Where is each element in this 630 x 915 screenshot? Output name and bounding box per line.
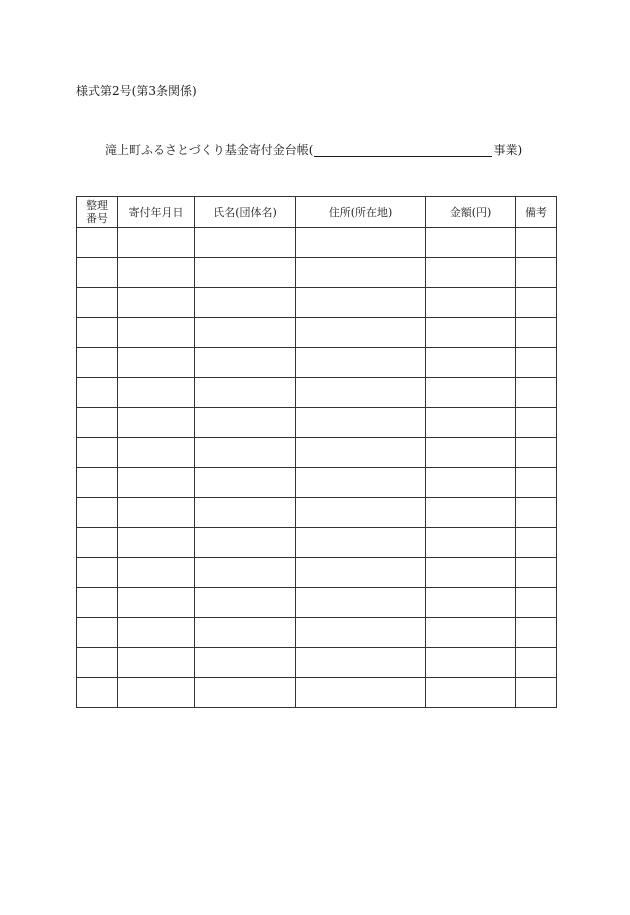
donation-register-table — [76, 196, 557, 708]
cell-amount[interactable] — [426, 378, 516, 408]
title-suffix: 事業) — [493, 143, 523, 157]
cell-remarks[interactable] — [516, 258, 557, 288]
cell-address[interactable] — [296, 438, 426, 468]
cell-amount[interactable] — [426, 408, 516, 438]
cell-serial-number[interactable] — [77, 678, 118, 708]
cell-name[interactable] — [195, 678, 296, 708]
cell-address[interactable] — [296, 408, 426, 438]
header-name: 氏名(団体名) — [195, 197, 296, 228]
cell-address[interactable] — [296, 318, 426, 348]
cell-name[interactable] — [195, 258, 296, 288]
cell-address[interactable] — [296, 378, 426, 408]
table-row — [77, 228, 557, 258]
cell-donation-date[interactable] — [118, 618, 195, 648]
cell-name[interactable] — [195, 498, 296, 528]
project-name-blank[interactable] — [314, 143, 492, 157]
header-serial-number — [77, 197, 118, 228]
table-row — [77, 648, 557, 678]
cell-amount[interactable] — [426, 348, 516, 378]
cell-name[interactable] — [195, 288, 296, 318]
cell-name[interactable] — [195, 588, 296, 618]
cell-serial-number[interactable] — [77, 228, 118, 258]
cell-name[interactable] — [195, 558, 296, 588]
cell-serial-number[interactable] — [77, 318, 118, 348]
cell-name[interactable] — [195, 438, 296, 468]
cell-remarks[interactable] — [516, 648, 557, 678]
cell-serial-number[interactable] — [77, 258, 118, 288]
cell-donation-date[interactable] — [118, 258, 195, 288]
cell-address[interactable] — [296, 258, 426, 288]
table-row — [77, 288, 557, 318]
cell-remarks[interactable] — [516, 228, 557, 258]
cell-donation-date[interactable] — [118, 408, 195, 438]
cell-name[interactable] — [195, 648, 296, 678]
cell-address[interactable] — [296, 618, 426, 648]
cell-amount[interactable] — [426, 468, 516, 498]
cell-serial-number[interactable] — [77, 438, 118, 468]
cell-amount[interactable] — [426, 438, 516, 468]
cell-address[interactable] — [296, 678, 426, 708]
cell-remarks[interactable] — [516, 408, 557, 438]
cell-amount[interactable] — [426, 318, 516, 348]
cell-donation-date[interactable] — [118, 678, 195, 708]
cell-address[interactable] — [296, 648, 426, 678]
cell-address[interactable] — [296, 348, 426, 378]
header-serial-number-line-1: 整理 — [86, 199, 108, 212]
cell-serial-number[interactable] — [77, 528, 118, 558]
cell-remarks[interactable] — [516, 498, 557, 528]
table-row — [77, 408, 557, 438]
table-row — [77, 348, 557, 378]
cell-remarks[interactable] — [516, 318, 557, 348]
table-row — [77, 618, 557, 648]
table-row — [77, 468, 557, 498]
cell-serial-number[interactable] — [77, 558, 118, 588]
cell-remarks[interactable] — [516, 678, 557, 708]
cell-donation-date[interactable] — [118, 498, 195, 528]
form-number-label: 様式第2号(第3条関係) — [76, 84, 197, 98]
cell-serial-number[interactable] — [77, 618, 118, 648]
header-serial-number-line-2: 番号 — [86, 212, 108, 225]
table-row — [77, 528, 557, 558]
table-row — [77, 258, 557, 288]
cell-remarks[interactable] — [516, 348, 557, 378]
header-amount: 金額(円) — [426, 197, 516, 228]
table-row — [77, 588, 557, 618]
document-title — [105, 143, 522, 157]
title-prefix: 滝上町ふるさとづくり基金寄付金台帳( — [105, 143, 314, 157]
table-row — [77, 498, 557, 528]
cell-amount[interactable] — [426, 288, 516, 318]
cell-name[interactable] — [195, 408, 296, 438]
cell-amount[interactable] — [426, 678, 516, 708]
cell-amount[interactable] — [426, 618, 516, 648]
cell-amount[interactable] — [426, 558, 516, 588]
cell-donation-date[interactable] — [118, 288, 195, 318]
cell-name[interactable] — [195, 228, 296, 258]
cell-serial-number[interactable] — [77, 408, 118, 438]
cell-address[interactable] — [296, 228, 426, 258]
cell-address[interactable] — [296, 528, 426, 558]
table-body — [77, 228, 557, 708]
cell-remarks[interactable] — [516, 588, 557, 618]
cell-serial-number[interactable] — [77, 648, 118, 678]
table-header-row — [77, 197, 557, 228]
cell-name[interactable] — [195, 618, 296, 648]
table-row — [77, 678, 557, 708]
cell-name[interactable] — [195, 378, 296, 408]
table-row — [77, 318, 557, 348]
cell-name[interactable] — [195, 318, 296, 348]
cell-donation-date[interactable] — [118, 468, 195, 498]
cell-serial-number[interactable] — [77, 588, 118, 618]
cell-serial-number[interactable] — [77, 288, 118, 318]
cell-remarks[interactable] — [516, 468, 557, 498]
cell-donation-date[interactable] — [118, 348, 195, 378]
header-donation-date: 寄付年月日 — [118, 197, 195, 228]
cell-name[interactable] — [195, 528, 296, 558]
header-remarks: 備考 — [516, 197, 557, 228]
cell-remarks[interactable] — [516, 378, 557, 408]
cell-address[interactable] — [296, 588, 426, 618]
table-row — [77, 438, 557, 468]
cell-remarks[interactable] — [516, 438, 557, 468]
cell-serial-number[interactable] — [77, 468, 118, 498]
header-address: 住所(所在地) — [296, 197, 426, 228]
cell-donation-date[interactable] — [118, 438, 195, 468]
cell-serial-number[interactable] — [77, 378, 118, 408]
cell-donation-date[interactable] — [118, 528, 195, 558]
cell-donation-date[interactable] — [118, 588, 195, 618]
cell-donation-date[interactable] — [118, 558, 195, 588]
cell-remarks[interactable] — [516, 288, 557, 318]
cell-address[interactable] — [296, 498, 426, 528]
cell-donation-date[interactable] — [118, 228, 195, 258]
table-row — [77, 378, 557, 408]
cell-amount[interactable] — [426, 228, 516, 258]
cell-address[interactable] — [296, 288, 426, 318]
cell-address[interactable] — [296, 558, 426, 588]
cell-donation-date[interactable] — [118, 318, 195, 348]
cell-amount[interactable] — [426, 498, 516, 528]
cell-name[interactable] — [195, 468, 296, 498]
table-row — [77, 558, 557, 588]
cell-serial-number[interactable] — [77, 348, 118, 378]
cell-serial-number[interactable] — [77, 498, 118, 528]
cell-amount[interactable] — [426, 258, 516, 288]
cell-amount[interactable] — [426, 648, 516, 678]
cell-remarks[interactable] — [516, 558, 557, 588]
cell-name[interactable] — [195, 348, 296, 378]
cell-address[interactable] — [296, 468, 426, 498]
cell-donation-date[interactable] — [118, 648, 195, 678]
cell-remarks[interactable] — [516, 528, 557, 558]
cell-amount[interactable] — [426, 588, 516, 618]
cell-remarks[interactable] — [516, 618, 557, 648]
cell-donation-date[interactable] — [118, 378, 195, 408]
cell-amount[interactable] — [426, 528, 516, 558]
